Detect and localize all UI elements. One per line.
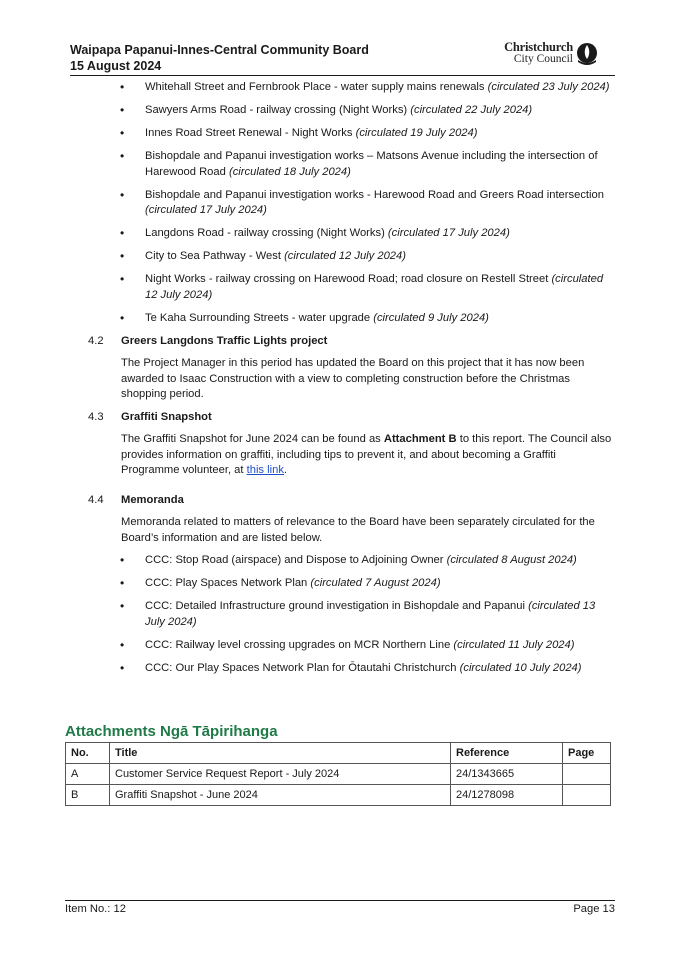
cell-reference: 24/1278098: [451, 785, 563, 806]
item-text: CCC: Play Spaces Network Plan: [145, 577, 311, 589]
item-text: CCC: Detailed Infrastructure ground investigation in Bishopdale and Papanui: [145, 600, 529, 612]
item-text: CCC: Stop Road (airspace) and Dispose to Adjoining Owner: [145, 554, 447, 566]
list-item: [120, 311, 615, 327]
circulated-date: (circulated 8 August 2024): [446, 554, 577, 566]
circulated-date: (circulated 10 July 2024): [459, 661, 582, 674]
circulated-date: (circulated 23 July 2024): [487, 81, 610, 93]
logo-line1: Christchurch: [504, 40, 573, 54]
table-row: [66, 764, 611, 785]
list-item: [120, 553, 615, 569]
section-number: 4.2: [88, 334, 104, 347]
cell-title: Customer Service Request Report - July 2024: [110, 764, 451, 785]
column-header-reference: Reference: [451, 743, 563, 764]
column-header-title: Title: [110, 743, 451, 764]
circulated-date: (circulated 12 July 2024): [284, 250, 406, 262]
item-text: Innes Road Street Renewal - Night Works: [145, 127, 356, 139]
item-text: Sawyers Arms Road - railway crossing (Night Works): [145, 104, 411, 116]
circulated-date: (circulated 17 July 2024): [145, 204, 267, 216]
item-text: CCC: Railway level crossing upgrades on MCR Northern Line: [145, 638, 454, 651]
board-name: Waipapa Papanui-Innes-Central Community Board: [70, 43, 369, 57]
attachments-table: [65, 742, 611, 806]
list-item: [120, 188, 615, 219]
cell-page: [563, 764, 611, 785]
list-item: [120, 272, 615, 303]
header-title: [70, 42, 369, 74]
item-text: Bishopdale and Papanui investigation works - Harewood Road and Greers Road intersection: [145, 188, 604, 201]
list-item: [120, 661, 615, 677]
circulated-date: (circulated 18 July 2024): [228, 165, 351, 178]
item-text: Langdons Road - railway crossing (Night Works): [145, 227, 388, 239]
page-number: Page 13: [573, 903, 615, 915]
list-item: [120, 126, 615, 142]
section-4-2: [70, 334, 615, 403]
circulated-date: (circulated 9 July 2024): [373, 311, 489, 324]
logo-text: [504, 41, 573, 65]
item-text: City to Sea Pathway - West: [145, 250, 285, 262]
column-header-page: Page: [563, 743, 611, 764]
section-paragraph: The Project Manager in this period has updated the Board on this project that it has now been awarded to Isaac Construction with a view to completing construction before the Christmas shopping period.: [121, 357, 585, 400]
list-item: [120, 103, 615, 119]
council-logo-icon: [575, 42, 599, 66]
section-4-3: [70, 410, 615, 479]
cell-reference: 24/1343665: [451, 764, 563, 785]
graffiti-info-link[interactable]: this link: [246, 464, 284, 476]
section-heading: Greers Langdons Traffic Lights project: [121, 334, 328, 347]
list-item: [120, 226, 615, 242]
item-text: Whitehall Street and Fernbrook Place - water supply mains renewals: [145, 81, 488, 93]
circulated-date: (circulated 11 July 2024): [453, 638, 575, 651]
para-text: to this report. The Council also provides information on graffiti, including tips to prevent it, and about becoming a Graffiti Programme volunteer, at: [121, 433, 612, 476]
section-paragraph: [121, 432, 615, 479]
circulated-date: (circulated 13 July 2024): [145, 600, 596, 628]
cell-page: [563, 785, 611, 806]
table-header-row: [66, 743, 611, 764]
circulated-date: (circulated 19 July 2024): [355, 127, 478, 139]
item-text: Te Kaha Surrounding Streets - water upgrade: [145, 311, 374, 324]
section-number: 4.4: [88, 493, 104, 506]
attachments-heading: Attachments Ngā Tāpirihanga: [65, 723, 278, 740]
column-header-no: No.: [66, 743, 110, 764]
list-item: [120, 249, 615, 265]
table-row: [66, 785, 611, 806]
section-4-4: [70, 493, 615, 547]
section-heading: Memoranda: [121, 493, 184, 506]
circulated-date: (circulated 22 July 2024): [410, 104, 533, 116]
page-header: [70, 40, 615, 76]
council-logo: [497, 40, 615, 70]
list-item: [120, 599, 615, 630]
list-item: [120, 638, 615, 654]
page-footer: [65, 900, 615, 915]
cell-title: Graffiti Snapshot - June 2024: [110, 785, 451, 806]
works-notice-list: [120, 80, 615, 326]
para-text: The Graffiti Snapshot for June 2024 can be found as: [121, 433, 384, 445]
para-text: .: [283, 464, 288, 476]
item-text: Night Works - railway crossing on Harewood Road; road closure on Restell Street: [145, 273, 552, 285]
item-text: CCC: Our Play Spaces Network Plan for Ōtautahi Christchurch: [145, 661, 460, 674]
section-paragraph: Memoranda related to matters of relevance to the Board have been separately circulated for the Board’s information and are listed below.: [121, 516, 595, 544]
page-content: [70, 80, 615, 684]
circulated-date: (circulated 12 July 2024): [145, 273, 604, 301]
meeting-date: 15 August 2024: [70, 59, 162, 73]
logo-line2: City Council: [513, 53, 573, 65]
circulated-date: (circulated 17 July 2024): [387, 227, 510, 239]
section-number: 4.3: [88, 410, 104, 423]
item-number: Item No.: 12: [65, 903, 126, 915]
cell-no: B: [66, 785, 110, 806]
attachment-reference: Attachment B: [383, 433, 457, 445]
cell-no: A: [66, 764, 110, 785]
list-item: [120, 149, 615, 180]
memoranda-list: [120, 553, 615, 676]
list-item: [120, 576, 615, 592]
list-item: [120, 80, 615, 96]
item-text: Bishopdale and Papanui investigation works – Matsons Avenue including the intersection of Harewood Road: [145, 150, 598, 178]
circulated-date: (circulated 7 August 2024): [310, 577, 441, 589]
section-heading: Graffiti Snapshot: [121, 410, 212, 423]
